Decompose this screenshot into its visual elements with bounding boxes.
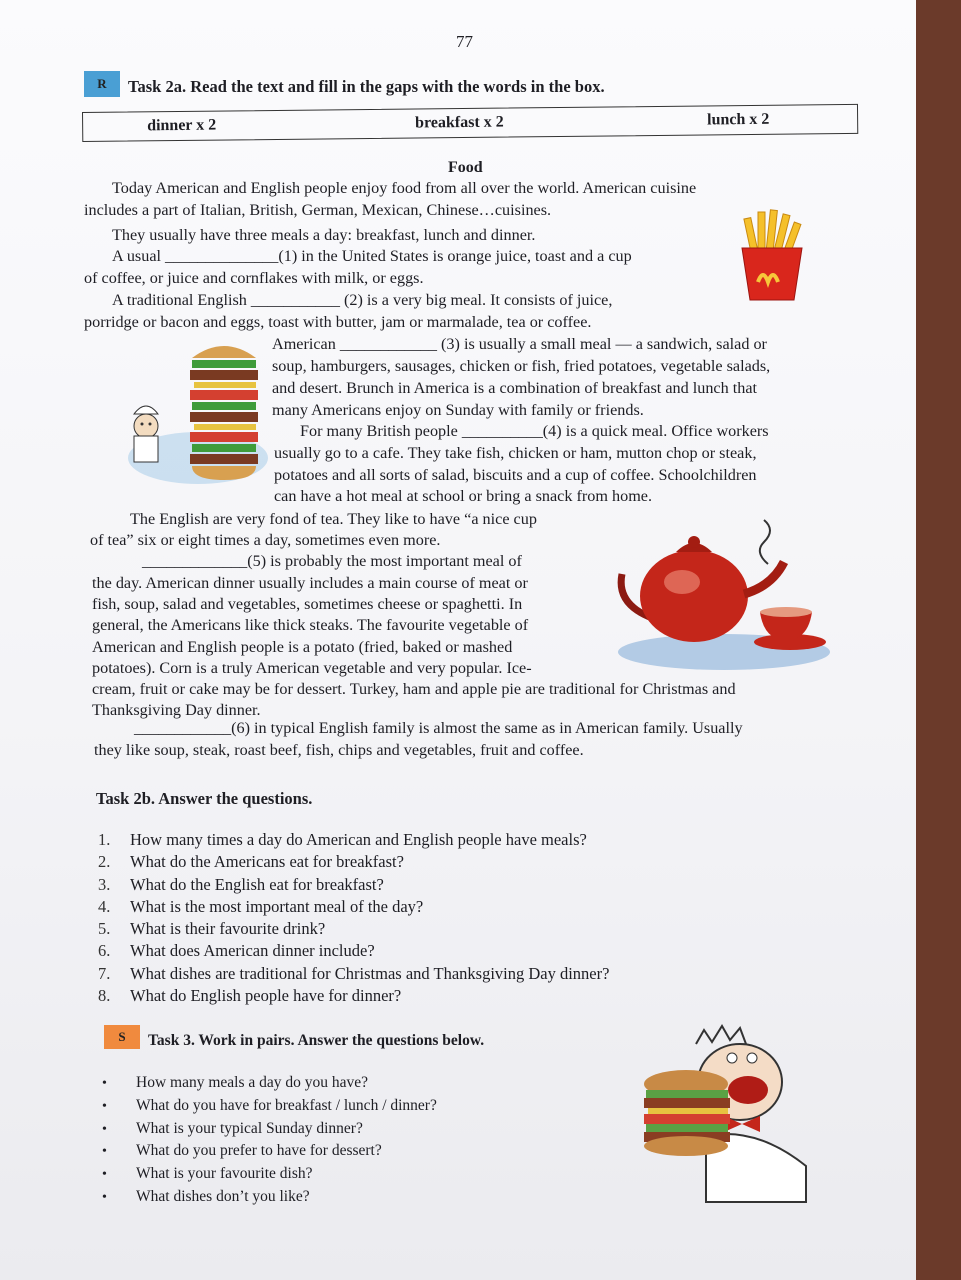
- food-paragraph-1: Today American and English people enjoy food from all over the world. American cuisine includes a part of Italian, British, German, Mexican, Chinese…cuisines.: [84, 179, 697, 219]
- food-gap-4: For many British people __________(4) is a quick meal. Office workers: [300, 422, 769, 440]
- food-gap-2: A traditional English ___________ (2) is a very big meal. It consists of juice,: [112, 291, 613, 309]
- food-line-22: American and English people is a potato (fried, baked or mashed: [92, 638, 513, 656]
- food-gap-5: _____________(5) is probably the most important meal of: [142, 552, 522, 570]
- list-item: • What dishes don’t you like?: [102, 1187, 310, 1205]
- word-breakfast: breakfast x 2: [415, 113, 504, 132]
- food-gap-1: A usual ______________(1) in the United States is orange juice, toast and a cup: [112, 247, 632, 265]
- burger-chef-icon: [108, 336, 268, 497]
- word-dinner: dinner x 2: [147, 116, 217, 135]
- pair-questions-list: [102, 1072, 437, 1209]
- food-line-13: usually go to a cafe. They take fish, chicken or ham, mutton chop or steak,: [274, 444, 757, 462]
- food-line-23: potatoes). Corn is a truly American vegetable and very popular. Ice-: [92, 659, 532, 677]
- sandwich-man-icon: [636, 1024, 812, 1209]
- food-line-21: general, the Americans like thick steaks. The favourite vegetable of: [92, 616, 529, 634]
- task-2b-title: Task 2b. Answer the questions.: [96, 789, 313, 808]
- food-line-15: can have a hot meal at school or bring a snack from home.: [274, 487, 653, 505]
- food-gap-3: American ____________ (3) is usually a small meal — a sandwich, salad or: [272, 335, 767, 353]
- food-line-17: of tea” six or eight times a day, sometimes even more.: [90, 531, 441, 549]
- food-line-24: cream, fruit or cake may be for dessert. Turkey, ham and apple pie are traditional for Christmas and: [92, 680, 736, 698]
- food-line-7: porridge or bacon and eggs, toast with butter, jam or marmalade, tea or coffee.: [84, 313, 592, 331]
- list-item: 1. How many times a day do American and English people have meals?: [98, 830, 587, 849]
- list-item: • What do you have for breakfast / lunch / dinner?: [102, 1096, 437, 1114]
- questions-list: [98, 829, 609, 1007]
- teapot-icon: [614, 504, 830, 677]
- food-line-27: they like soup, steak, roast beef, fish, chips and vegetables, fruit and coffee.: [94, 741, 584, 759]
- word-lunch: lunch x 2: [707, 110, 770, 129]
- food-line-5: of coffee, or juice and cornflakes with milk, or eggs.: [84, 269, 424, 287]
- food-line-25: Thanksgiving Day dinner.: [92, 701, 261, 719]
- food-line-20: fish, soup, salad and vegetables, sometimes cheese or spaghetti. In: [92, 595, 523, 613]
- task-2a-title: Task 2a. Read the text and fill in the gaps with the words in the box.: [128, 77, 605, 96]
- food-line-19: the day. American dinner usually includes a main course of meat or: [92, 574, 528, 592]
- food-line-11: many Americans enjoy on Sunday with family or friends.: [272, 401, 644, 419]
- list-item: • How many meals a day do you have?: [102, 1074, 369, 1091]
- task-3-title: Task 3. Work in pairs. Answer the questions below.: [148, 1032, 485, 1049]
- food-line-10: and desert. Brunch in America is a combination of breakfast and lunch that: [272, 379, 758, 397]
- word-box: [82, 104, 858, 142]
- list-item: 7. What dishes are traditional for Christmas and Thanksgiving Day dinner?: [98, 963, 610, 983]
- food-line-16: The English are very fond of tea. They like to have “a nice cup: [130, 510, 537, 528]
- list-item: 2. What do the Americans eat for breakfast?: [98, 852, 404, 872]
- list-item: • What is your favourite dish?: [102, 1165, 313, 1183]
- list-item: 3. What do the English eat for breakfast?: [98, 874, 384, 894]
- fries-icon: [734, 208, 810, 309]
- list-item: 8. What do English people have for dinner?: [98, 986, 402, 1006]
- list-item: 4. What is the most important meal of the day?: [98, 896, 424, 916]
- food-gap-6: ____________(6) in typical English family is almost the same as in American family. Usually: [134, 719, 743, 737]
- list-item: 6. What does American dinner include?: [98, 941, 375, 961]
- speaking-badge: S: [104, 1025, 140, 1049]
- food-heading: Food: [448, 159, 483, 176]
- food-line-9: soup, hamburgers, sausages, chicken or fish, fried potatoes, vegetable salads,: [272, 357, 771, 375]
- reading-badge: R: [84, 71, 120, 97]
- list-item: • What do you prefer to have for dessert?: [102, 1142, 382, 1160]
- food-line-3: They usually have three meals a day: breakfast, lunch and dinner.: [112, 226, 536, 244]
- list-item: 5. What is their favourite drink?: [98, 919, 326, 939]
- food-line-14: potatoes and all sorts of salad, biscuits and a cup of coffee. Schoolchildren: [274, 466, 757, 484]
- page-number: 77: [456, 32, 473, 51]
- list-item: • What is your typical Sunday dinner?: [102, 1119, 363, 1137]
